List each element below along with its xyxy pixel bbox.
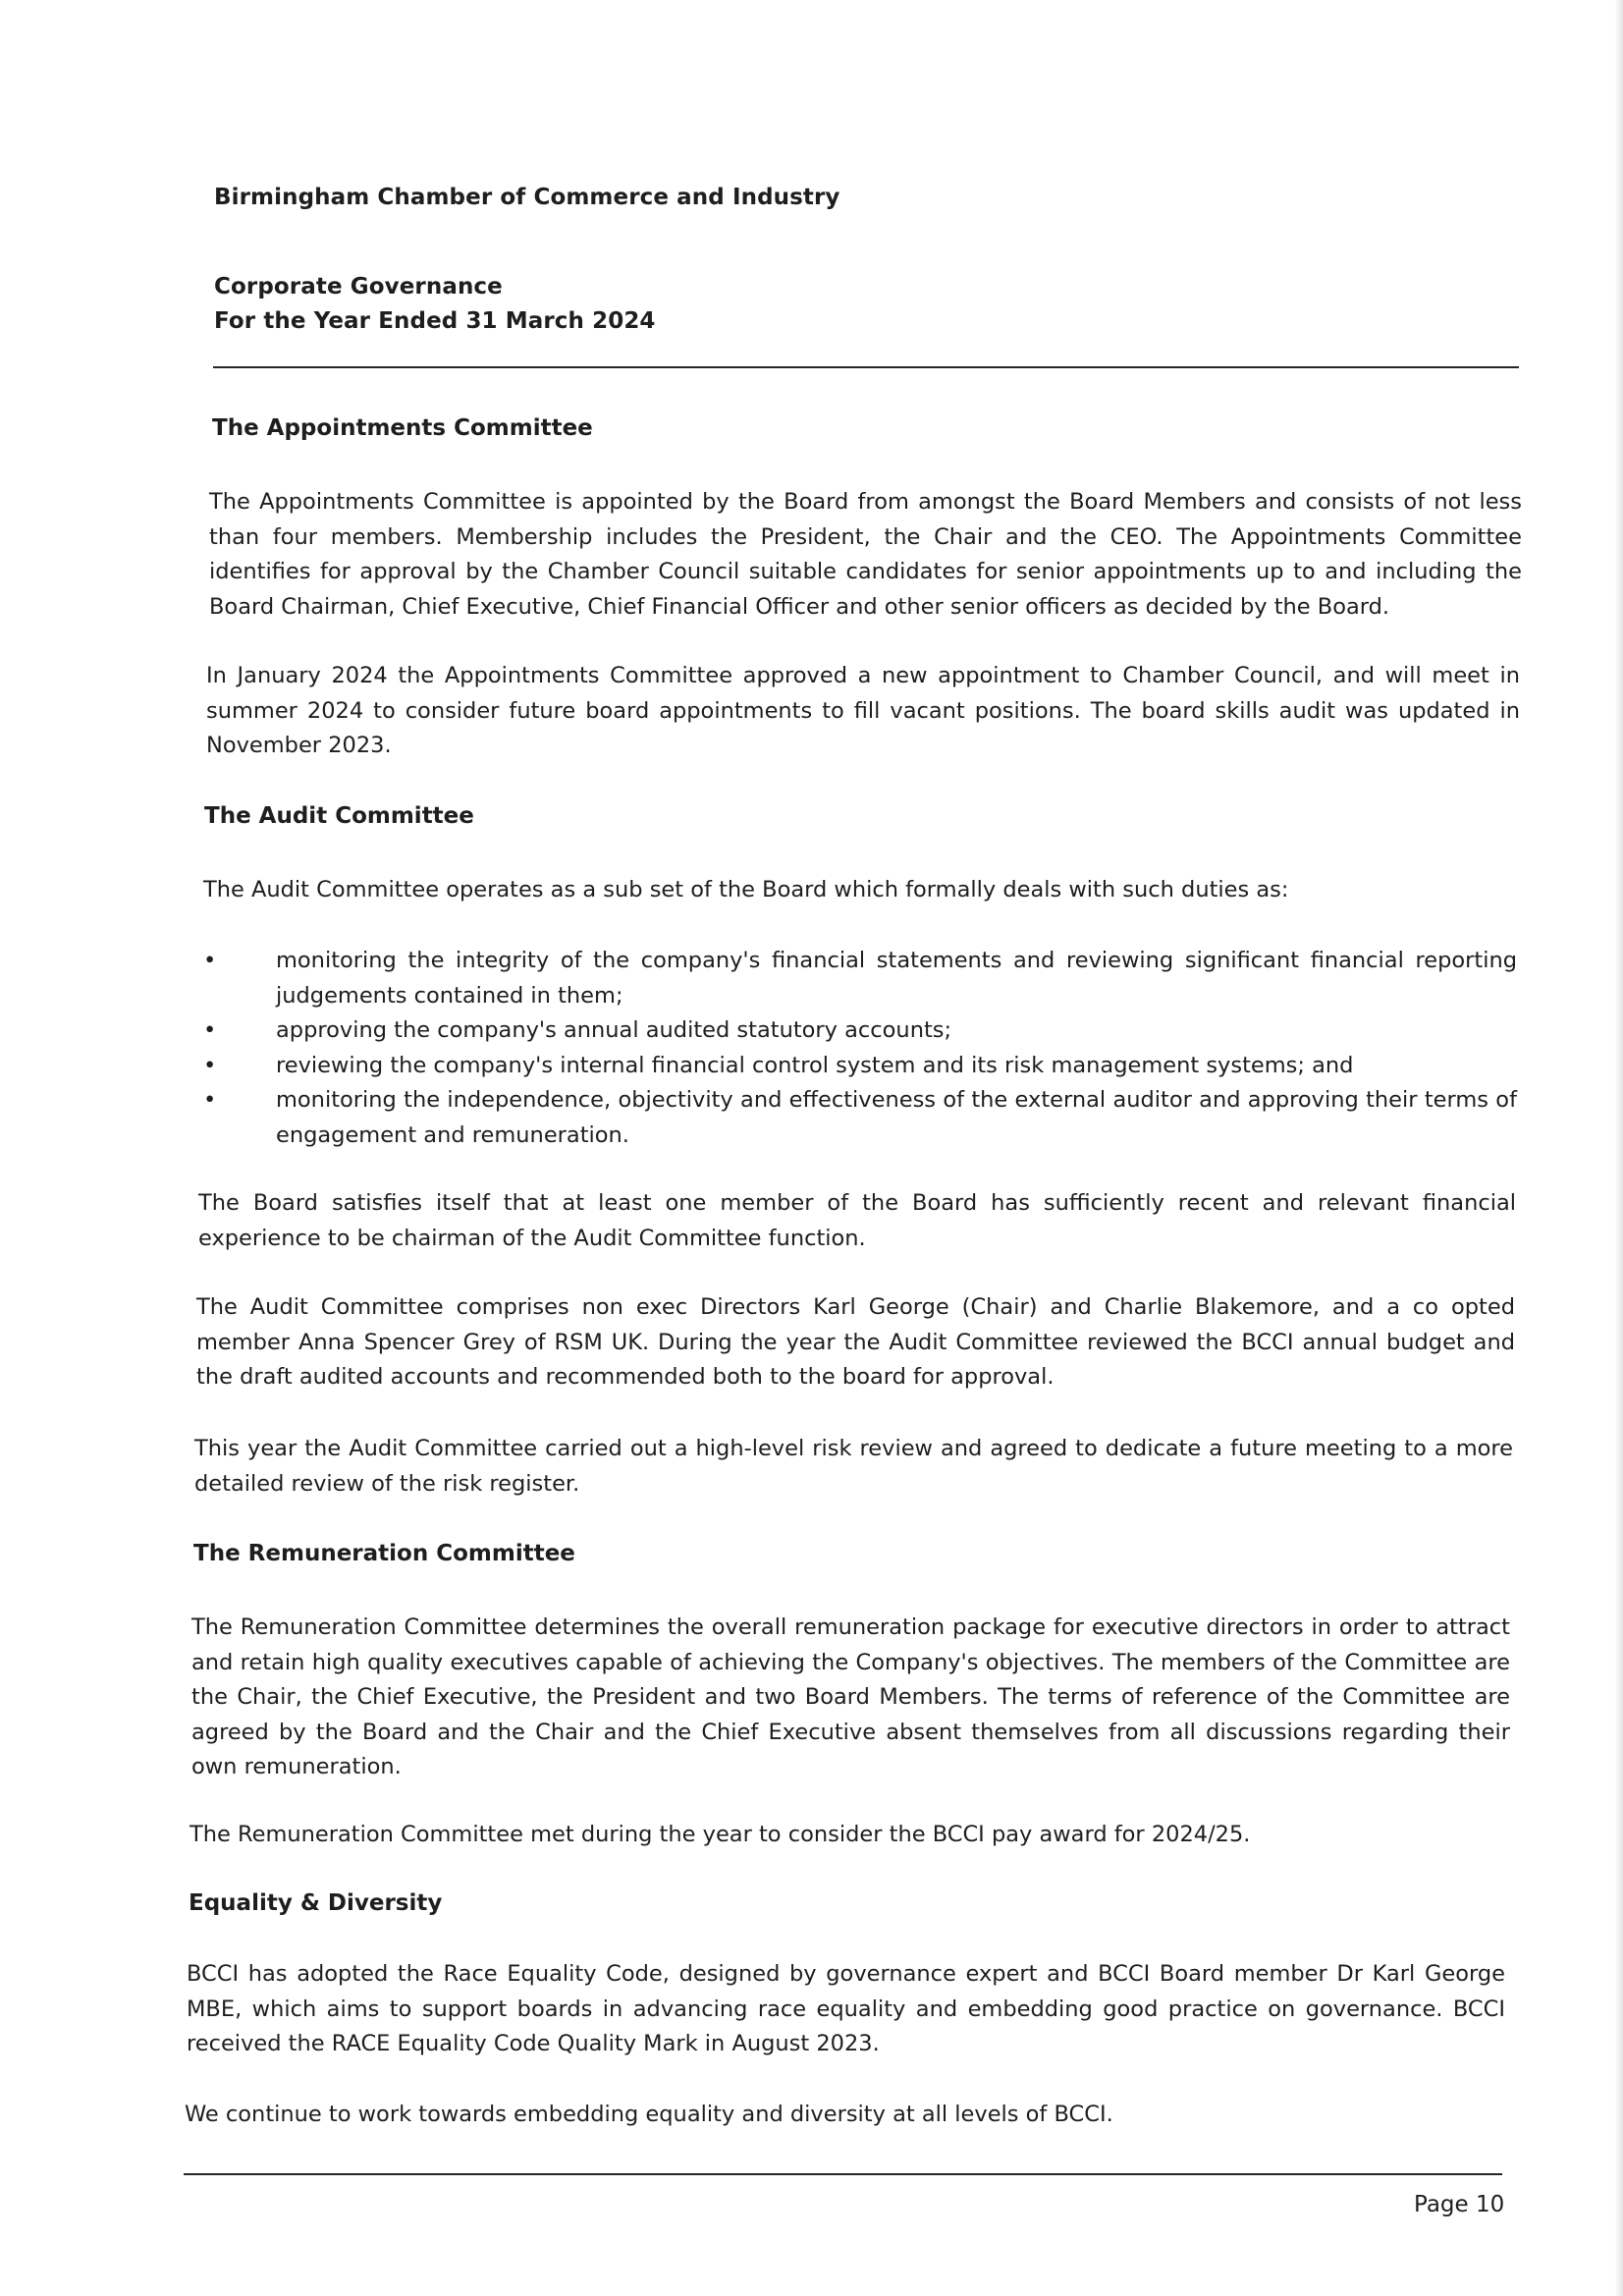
audit-members-paragraph: The Audit Committee comprises non exec Directors Karl George (Chair) and Charlie Blakemore, and a co opted member Anna Spencer Grey of RSM UK. During the year the Audit Committee reviewed the BCCI annual budget and the draft audited accounts and recommended both to the board for approval. <box>196 1294 1515 1390</box>
page-number: Page 10 <box>1414 2192 1505 2217</box>
header-divider <box>213 366 1519 368</box>
report-title: Corporate Governance <box>214 274 503 300</box>
audit-heading: The Audit Committee <box>204 803 474 829</box>
equality-heading: Equality & Diversity <box>189 1890 443 1916</box>
duty-text: reviewing the company's internal financial control system and its risk management systems; and <box>276 1052 1354 1078</box>
duty-text: approving the company's annual audited statutory accounts; <box>276 1017 952 1043</box>
equality-paragraph-1: BCCI has adopted the Race Equality Code, designed by governance expert and BCCI Board member Dr Karl George MBE, which aims to support boards in advancing race equality and embedding good practice on governance. BCCI received the RACE Equality Code Quality Mark in August 2023. <box>187 1961 1505 2056</box>
audit-board-paragraph: The Board satisfies itself that at least one member of the Board has sufficiently recent and relevant financial experience to be chairman of the Audit Committee function. <box>198 1190 1516 1251</box>
audit-intro: The Audit Committee operates as a sub set of the Board which formally deals with such duties as: <box>203 877 1289 902</box>
bullet-icon: • <box>203 948 217 973</box>
bullet-icon: • <box>203 1087 217 1113</box>
list-item <box>203 1083 1517 1153</box>
duty-text: monitoring the integrity of the company's financial statements and reviewing significant financial reporting judgements contained in them; <box>276 948 1517 1009</box>
remuneration-paragraph-1: The Remuneration Committee determines the overall remuneration package for executive directors in order to attract and retain high quality executives capable of achieving the Company's objectives. The members of the Committee are the Chair, the Chief Executive, the President and two Board Members. The terms of reference of the Committee are agreed by the Board and the Chair and the Chief Executive absent themselves from all discussions regarding their own remuneration. <box>191 1614 1510 1779</box>
audit-duties-list <box>203 944 1517 1153</box>
report-period: For the Year Ended 31 March 2024 <box>214 308 656 334</box>
list-item <box>203 944 1517 1013</box>
bullet-icon: • <box>203 1052 217 1078</box>
organisation-name: Birmingham Chamber of Commerce and Industry <box>214 185 840 210</box>
list-item <box>203 1049 1517 1084</box>
scan-edge-shadow <box>1615 0 1623 2296</box>
remuneration-heading: The Remuneration Committee <box>193 1541 575 1566</box>
equality-paragraph-2: We continue to work towards embedding equality and diversity at all levels of BCCI. <box>185 2102 1113 2127</box>
duty-text: monitoring the independence, objectivity and effectiveness of the external auditor and approving their terms of engagement and remuneration. <box>276 1087 1517 1148</box>
appointments-paragraph-2: In January 2024 the Appointments Committee approved a new appointment to Chamber Council, and will meet in summer 2024 to consider future board appointments to fill vacant positions. The board skills audit was updated in November 2023. <box>206 663 1520 758</box>
appointments-heading: The Appointments Committee <box>212 415 593 441</box>
remuneration-paragraph-2: The Remuneration Committee met during the year to consider the BCCI pay award for 2024/25. <box>189 1822 1251 1847</box>
bullet-icon: • <box>203 1017 217 1043</box>
appointments-paragraph-1: The Appointments Committee is appointed by the Board from amongst the Board Members and consists of not less than four members. Membership includes the President, the Chair and the CEO. The Appointments Committee identifies for approval by the Chamber Council suitable candidates for senior appointments up to and including the Board Chairman, Chief Executive, Chief Financial Officer and other senior officers as decided by the Board. <box>209 489 1522 620</box>
list-item <box>203 1013 1517 1049</box>
audit-risk-paragraph: This year the Audit Committee carried out a high-level risk review and agreed to dedicate a future meeting to a more detailed review of the risk register. <box>194 1436 1513 1497</box>
footer-divider <box>184 2173 1502 2175</box>
